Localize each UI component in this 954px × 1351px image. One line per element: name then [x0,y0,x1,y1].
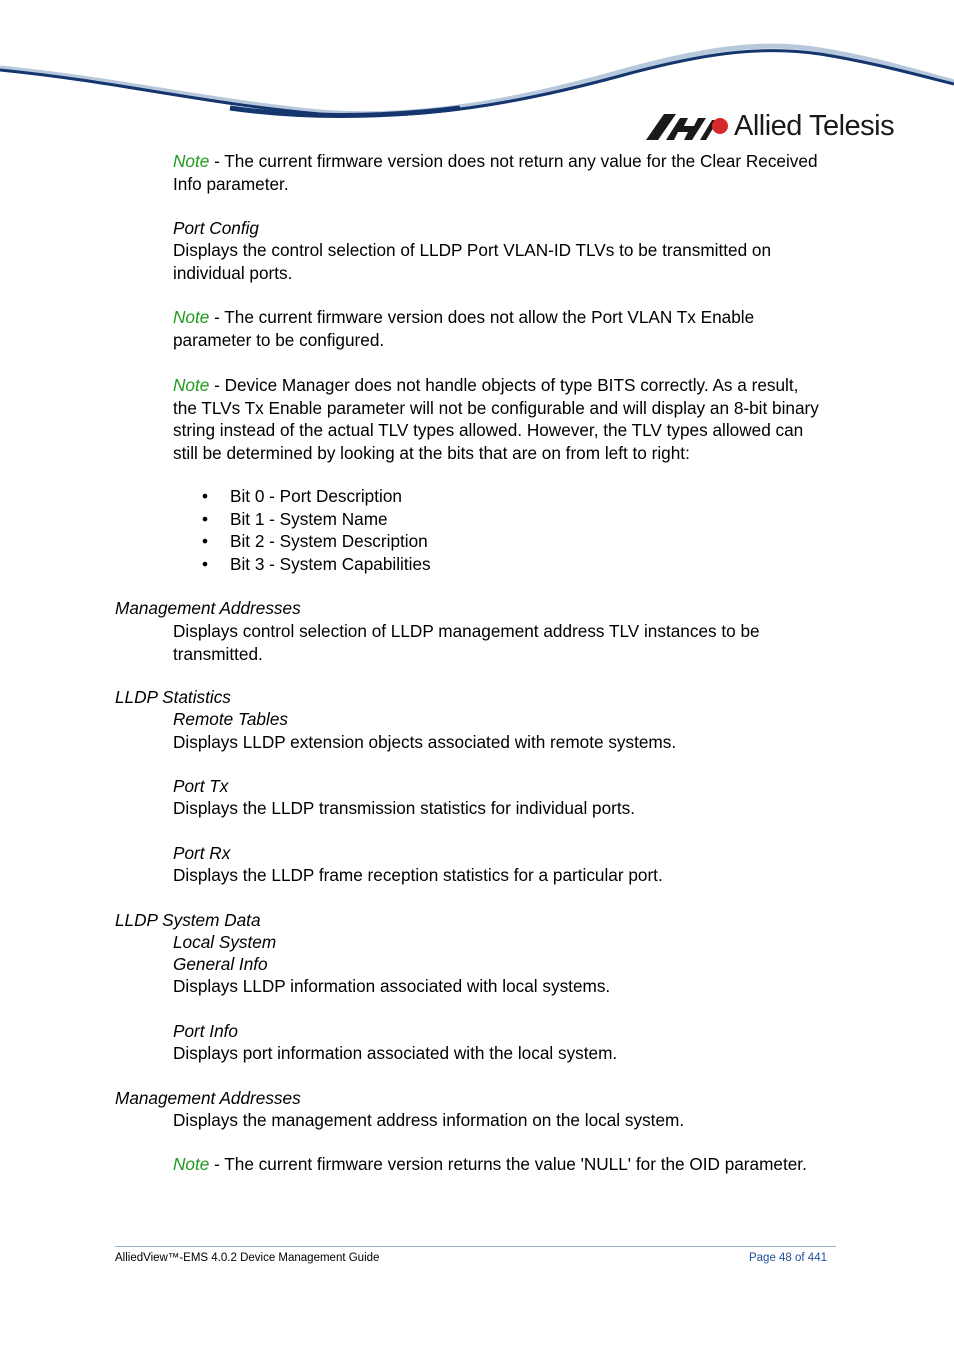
lldp-system-data-heading: LLDP System Data [115,910,261,930]
remote-tables-heading: Remote Tables [173,709,288,729]
port-info-heading: Port Info [173,1021,238,1041]
remote-tables-text: Displays LLDP extension objects associated with remote systems. [173,732,677,752]
port-rx-text: Displays the LLDP frame reception statistics for a particular port. [173,865,663,885]
note-text: - The current firmware version returns the value 'NULL' for the OID parameter. [209,1154,807,1174]
note-text: - Device Manager does not handle objects of type BITS correctly. As a result, the TLVs Tx Enable parameter will not be configurable and will display an 8-bit binary string instead of the actual TLV types allowed. However, the TLV types allowed can still be determined by looking at the bits that are on from left to right: [173,375,819,463]
port-info-text: Displays port information associated with the local system. [173,1043,618,1063]
management-addresses-heading: Management Addresses [115,598,301,618]
note-text: - The current firmware version does not allow the Port VLAN Tx Enable parameter to be configured. [173,307,755,350]
note-text: - The current firmware version does not return any value for the Clear Received Info parameter. [173,151,818,194]
general-info-heading: General Info [173,954,268,974]
note-label: Note [173,375,210,395]
port-tx-text: Displays the LLDP transmission statistics for individual ports. [173,798,636,818]
tlv-bits-list [173,485,573,575]
port-config-text: Displays the control selection of LLDP Port VLAN-ID TLVs to be transmitted on individual ports. [173,240,772,283]
logo-text: Allied Telesis [734,110,895,142]
list-item: • Bit 3 - System Capabilities [173,553,573,576]
port-config-heading: Port Config [173,218,259,238]
footer-divider [115,1246,836,1247]
note-bits-handling [173,374,823,464]
lldp-statistics-heading: LLDP Statistics [115,687,231,707]
management-addresses-heading-2: Management Addresses [115,1088,301,1108]
management-addresses-text-2: Displays the management address information on the local system. [173,1110,685,1130]
general-info-text: Displays LLDP information associated with local systems. [173,976,611,996]
note-clear-received-info [173,150,823,195]
footer-page-number: Page 48 of 441 [748,1252,827,1264]
list-item: • Bit 2 - System Description [173,530,573,553]
port-tx-heading: Port Tx [173,776,229,796]
footer-guide-title: AlliedView™-EMS 4.0.2 Device Management Guide [115,1252,380,1264]
list-item: • Bit 1 - System Name [173,508,573,531]
allied-telesis-logo-mark-icon [646,108,730,144]
local-system-heading: Local System [173,932,277,952]
allied-telesis-logo [646,108,894,144]
note-port-vlan [173,306,823,351]
note-label: Note [173,307,210,327]
note-label: Note [173,1154,210,1174]
management-addresses-text: Displays control selection of LLDP management address TLV instances to be transmitted. [173,621,760,664]
port-rx-heading: Port Rx [173,843,231,863]
list-item: • Bit 0 - Port Description [173,485,573,508]
note-oid-null [173,1153,823,1176]
note-label: Note [173,151,210,171]
